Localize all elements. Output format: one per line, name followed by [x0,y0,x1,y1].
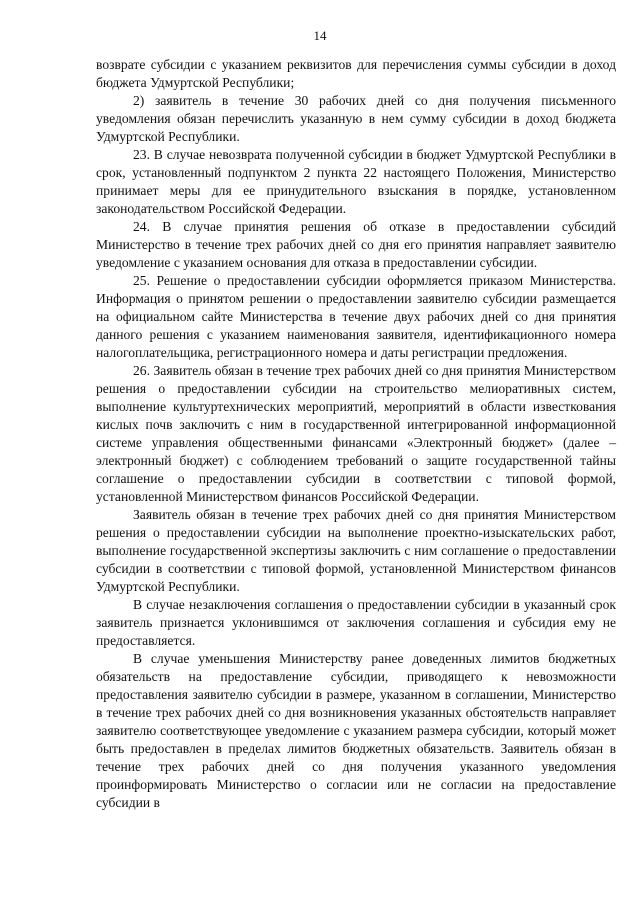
document-body [96,56,616,812]
paragraph-23: 23. В случае невозврата полученной субсидии в бюджет Удмуртской Республики в срок, установленный подпунктом 2 пункта 22 настоящего Положения, Министерство принимает меры для ее принудительного взыскания в порядке, установленном законодательством Российской Федерации. [96,147,616,216]
paragraph-26: 26. Заявитель обязан в течение трех рабочих дней со дня принятия Министерством решения о предоставлении субсидии на строительство мелиоративных систем, выполнение культуртехнических мероприятий, мероприятий в области известкования кислых почв заключить с ним в государственной интегрированной информационной системе управления общественными финансами «Электронный бюджет» (далее – электронный бюджет) с соблюдением требований о защите государственной тайны соглашение о предоставлении субсидии в соответствии с типовой формой, установленной Министерством финансов Российской Федерации. [96,363,616,504]
paragraph-24: 24. В случае принятия решения об отказе в предоставлении субсидий Министерство в течение трех рабочих дней со дня его принятия направляет заявителю уведомление с указанием основания для отказа в предоставлении субсидии. [96,219,616,270]
paragraph-26-limits-reduction: В случае уменьшения Министерству ранее доведенных лимитов бюджетных обязательств на предоставление субсидии, приводящего к невозможности предоставления заявителю субсидии в размере, указанном в соглашении, Министерство в течение трех рабочих дней со дня возникновения указанных обстоятельств направляет заявителю соответствующее уведомление с указанием размера субсидии, который может быть предоставлен в пределах лимитов бюджетных обязательств. Заявитель обязан в течение трех рабочих дней со дня получения указанного уведомления проинформировать Министерство о согласии или не согласии на предоставление субсидии в [96,651,616,810]
paragraph-continuation: возврате субсидии с указанием реквизитов для перечисления суммы субсидии в доход бюджета Удмуртской Республики; [96,57,616,90]
paragraph-25: 25. Решение о предоставлении субсидии оформляется приказом Министерства. Информация о принятом решении о предоставлении заявителю субсидии размещается на официальном сайте Министерства в течение двух рабочих дней со дня принятия данного решения с указанием наименования заявителя, идентификационного номера налогоплательщика, регистрационного номера и даты регистрации предложения. [96,273,616,360]
paragraph-26-non-conclusion: В случае незаключения соглашения о предоставлении субсидии в указанный срок заявитель признается уклонившимся от заключения соглашения и субсидия ему не предоставляется. [96,597,616,648]
page-number: 14 [313,28,327,43]
paragraph-subitem-2: 2) заявитель в течение 30 рабочих дней со дня получения письменного уведомления обязан перечислить указанную в нем сумму субсидии в доход бюджета Удмуртской Республики. [96,93,616,144]
paragraph-26-design-works: Заявитель обязан в течение трех рабочих дней со дня принятия Министерством решения о предоставлении субсидии на выполнение проектно-изыскательских работ, выполнение государственной экспертизы заключить с ним соглашение о предоставлении субсидии в соответствии с типовой формой, установленной Министерством финансов Удмуртской Республики. [96,507,616,594]
